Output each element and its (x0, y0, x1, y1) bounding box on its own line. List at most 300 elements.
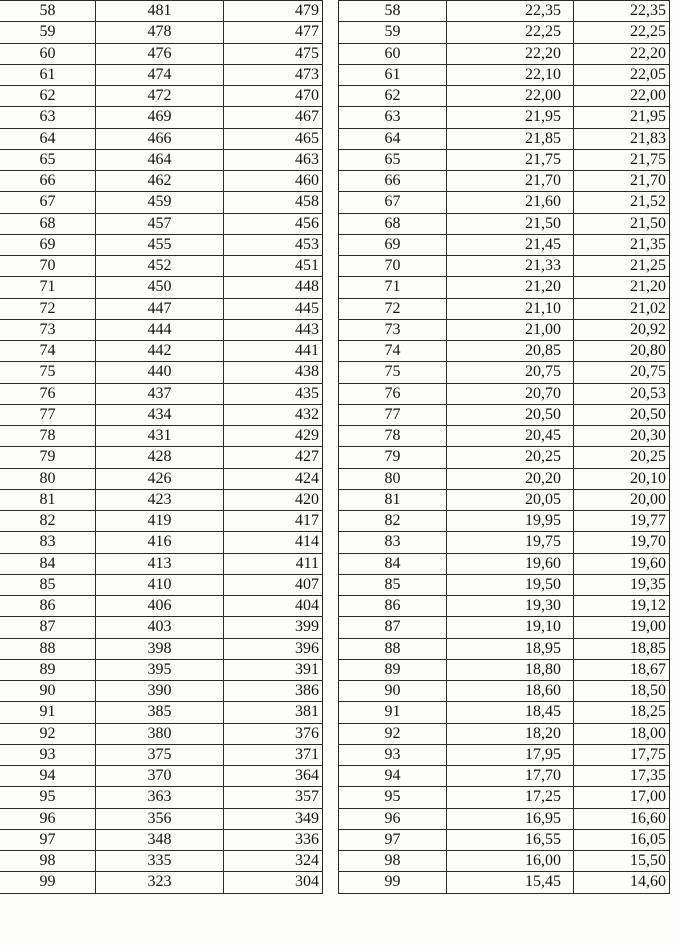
table-cell: 396 (224, 638, 323, 659)
table-cell: 432 (224, 404, 323, 425)
table-row (339, 851, 670, 872)
table-cell: 441 (224, 341, 323, 362)
table-cell: 93 (0, 744, 96, 765)
table-cell: 16,95 (447, 808, 574, 829)
table-row (0, 171, 323, 192)
table-cell: 21,10 (447, 298, 574, 319)
table-cell: 76 (339, 383, 447, 404)
table-row (0, 341, 323, 362)
table-row (0, 256, 323, 277)
table-cell: 98 (339, 851, 447, 872)
table-cell: 21,52 (574, 192, 670, 213)
table-cell: 416 (96, 532, 224, 553)
table-cell: 406 (96, 596, 224, 617)
table-row (0, 766, 323, 787)
table-row (0, 744, 323, 765)
table-cell: 88 (0, 638, 96, 659)
table-row (0, 404, 323, 425)
table-cell: 411 (224, 553, 323, 574)
table-row (0, 319, 323, 340)
table-row (339, 808, 670, 829)
right-table-body (339, 0, 670, 893)
table-cell: 336 (224, 829, 323, 850)
table-cell: 88 (339, 638, 447, 659)
table-cell: 67 (339, 192, 447, 213)
table-cell: 20,50 (447, 404, 574, 425)
table-cell: 419 (96, 511, 224, 532)
table-cell: 75 (339, 362, 447, 383)
table-cell: 429 (224, 426, 323, 447)
table-cell: 64 (0, 128, 96, 149)
table-cell: 63 (339, 107, 447, 128)
table-cell: 89 (0, 659, 96, 680)
table-cell: 348 (96, 829, 224, 850)
table-cell: 453 (224, 234, 323, 255)
table-row (339, 319, 670, 340)
table-row (339, 511, 670, 532)
table-cell: 69 (0, 234, 96, 255)
table-cell: 83 (339, 532, 447, 553)
table-cell: 16,05 (574, 829, 670, 850)
table-cell: 21,25 (574, 256, 670, 277)
table-row (0, 426, 323, 447)
table-row (0, 851, 323, 872)
table-cell: 407 (224, 574, 323, 595)
table-cell: 18,80 (447, 659, 574, 680)
table-row (339, 277, 670, 298)
table-cell: 86 (0, 596, 96, 617)
table-cell: 18,25 (574, 702, 670, 723)
table-cell: 371 (224, 744, 323, 765)
table-cell: 21,50 (574, 213, 670, 234)
table-cell: 77 (0, 404, 96, 425)
table-cell: 460 (224, 171, 323, 192)
table-cell: 58 (0, 1, 96, 22)
table-cell: 17,95 (447, 744, 574, 765)
table-cell: 79 (0, 447, 96, 468)
table-cell: 21,70 (574, 171, 670, 192)
table-cell: 58 (339, 1, 447, 22)
table-cell: 20,10 (574, 468, 670, 489)
table-row (339, 617, 670, 638)
table-cell: 22,25 (447, 22, 574, 43)
table-row (0, 277, 323, 298)
table-cell: 83 (0, 532, 96, 553)
table-cell: 63 (0, 107, 96, 128)
table-cell: 59 (339, 22, 447, 43)
table-cell: 458 (224, 192, 323, 213)
table-row (0, 617, 323, 638)
table-row (0, 213, 323, 234)
table-cell: 19,35 (574, 574, 670, 595)
table-cell: 18,20 (447, 723, 574, 744)
table-cell: 19,12 (574, 596, 670, 617)
table-cell: 94 (0, 766, 96, 787)
table-cell: 413 (96, 553, 224, 574)
table-cell: 391 (224, 659, 323, 680)
table-cell: 92 (339, 723, 447, 744)
table-cell: 69 (339, 234, 447, 255)
table-cell: 78 (339, 426, 447, 447)
table-cell: 68 (339, 213, 447, 234)
table-row (0, 596, 323, 617)
table-cell: 414 (224, 532, 323, 553)
table-cell: 410 (96, 574, 224, 595)
table-cell: 442 (96, 341, 224, 362)
table-cell: 18,60 (447, 681, 574, 702)
right-score-table (338, 0, 670, 894)
table-cell: 364 (224, 766, 323, 787)
table-cell: 443 (224, 319, 323, 340)
table-cell: 19,10 (447, 617, 574, 638)
table-cell: 375 (96, 744, 224, 765)
table-row (0, 149, 323, 170)
table-cell: 22,25 (574, 22, 670, 43)
table-row (0, 192, 323, 213)
table-cell: 71 (339, 277, 447, 298)
table-row (0, 383, 323, 404)
table-row (339, 596, 670, 617)
table-row (0, 553, 323, 574)
table-cell: 95 (0, 787, 96, 808)
table-row (0, 829, 323, 850)
table-cell: 22,00 (574, 86, 670, 107)
table-cell: 20,25 (574, 447, 670, 468)
table-cell: 370 (96, 766, 224, 787)
table-cell: 477 (224, 22, 323, 43)
table-cell: 93 (339, 744, 447, 765)
left-table-body (0, 0, 323, 893)
table-cell: 462 (96, 171, 224, 192)
table-cell: 21,83 (574, 128, 670, 149)
table-row (339, 702, 670, 723)
table-row (339, 766, 670, 787)
table-row (0, 22, 323, 43)
table-row (0, 362, 323, 383)
table-cell: 20,45 (447, 426, 574, 447)
table-cell: 15,50 (574, 851, 670, 872)
table-cell: 457 (96, 213, 224, 234)
table-cell: 74 (339, 341, 447, 362)
table-cell: 16,55 (447, 829, 574, 850)
table-cell: 99 (0, 872, 96, 893)
table-row (339, 638, 670, 659)
table-cell: 403 (96, 617, 224, 638)
table-cell: 21,75 (447, 149, 574, 170)
table-cell: 80 (0, 468, 96, 489)
table-row (339, 22, 670, 43)
table-row (339, 681, 670, 702)
table-row (339, 362, 670, 383)
table-cell: 18,67 (574, 659, 670, 680)
table-cell: 16,60 (574, 808, 670, 829)
table-cell: 76 (0, 383, 96, 404)
table-cell: 20,92 (574, 319, 670, 340)
table-cell: 19,50 (447, 574, 574, 595)
table-cell: 92 (0, 723, 96, 744)
table-row (339, 213, 670, 234)
table-row (0, 107, 323, 128)
table-cell: 21,35 (574, 234, 670, 255)
table-cell: 20,85 (447, 341, 574, 362)
table-row (339, 64, 670, 85)
table-row (0, 681, 323, 702)
table-cell: 91 (339, 702, 447, 723)
table-row (339, 192, 670, 213)
table-cell: 15,45 (447, 872, 574, 893)
table-row (0, 511, 323, 532)
table-cell: 22,05 (574, 64, 670, 85)
table-cell: 385 (96, 702, 224, 723)
table-cell: 417 (224, 511, 323, 532)
table-cell: 67 (0, 192, 96, 213)
table-cell: 98 (0, 851, 96, 872)
table-cell: 335 (96, 851, 224, 872)
table-cell: 14,60 (574, 872, 670, 893)
table-row (339, 787, 670, 808)
table-row (339, 1, 670, 22)
table-cell: 478 (96, 22, 224, 43)
table-cell: 427 (224, 447, 323, 468)
table-row (0, 574, 323, 595)
table-cell: 426 (96, 468, 224, 489)
table-cell: 97 (339, 829, 447, 850)
table-cell: 97 (0, 829, 96, 850)
table-row (339, 234, 670, 255)
table-cell: 86 (339, 596, 447, 617)
table-row (339, 86, 670, 107)
table-cell: 81 (0, 489, 96, 510)
table-row (339, 404, 670, 425)
table-row (339, 468, 670, 489)
table-row (0, 64, 323, 85)
table-cell: 99 (339, 872, 447, 893)
table-cell: 438 (224, 362, 323, 383)
table-cell: 445 (224, 298, 323, 319)
table-cell: 65 (0, 149, 96, 170)
table-row (339, 171, 670, 192)
table-cell: 79 (339, 447, 447, 468)
table-cell: 440 (96, 362, 224, 383)
table-cell: 90 (0, 681, 96, 702)
table-cell: 428 (96, 447, 224, 468)
table-cell: 64 (339, 128, 447, 149)
table-cell: 19,00 (574, 617, 670, 638)
table-cell: 61 (0, 64, 96, 85)
table-cell: 18,95 (447, 638, 574, 659)
table-cell: 72 (339, 298, 447, 319)
table-cell: 19,75 (447, 532, 574, 553)
table-row (0, 1, 323, 22)
table-cell: 431 (96, 426, 224, 447)
table-row (339, 128, 670, 149)
table-cell: 73 (0, 319, 96, 340)
table-cell: 20,50 (574, 404, 670, 425)
table-cell: 450 (96, 277, 224, 298)
table-cell: 20,75 (574, 362, 670, 383)
table-cell: 349 (224, 808, 323, 829)
table-cell: 85 (339, 574, 447, 595)
table-cell: 96 (0, 808, 96, 829)
table-cell: 390 (96, 681, 224, 702)
table-cell: 398 (96, 638, 224, 659)
table-cell: 17,35 (574, 766, 670, 787)
table-cell: 21,45 (447, 234, 574, 255)
table-cell: 21,02 (574, 298, 670, 319)
table-cell: 479 (224, 1, 323, 22)
table-cell: 474 (96, 64, 224, 85)
table-cell: 17,00 (574, 787, 670, 808)
table-cell: 18,45 (447, 702, 574, 723)
table-cell: 71 (0, 277, 96, 298)
table-cell: 21,50 (447, 213, 574, 234)
table-row (0, 532, 323, 553)
table-cell: 21,95 (574, 107, 670, 128)
table-cell: 447 (96, 298, 224, 319)
table-row (0, 808, 323, 829)
table-cell: 473 (224, 64, 323, 85)
table-cell: 376 (224, 723, 323, 744)
table-row (339, 107, 670, 128)
table-cell: 90 (339, 681, 447, 702)
table-cell: 74 (0, 341, 96, 362)
table-cell: 22,35 (447, 1, 574, 22)
table-cell: 466 (96, 128, 224, 149)
table-row (0, 234, 323, 255)
table-cell: 81 (339, 489, 447, 510)
table-row (0, 447, 323, 468)
table-cell: 363 (96, 787, 224, 808)
table-cell: 475 (224, 43, 323, 64)
table-cell: 381 (224, 702, 323, 723)
table-cell: 17,25 (447, 787, 574, 808)
table-row (339, 298, 670, 319)
table-row (339, 659, 670, 680)
table-cell: 20,25 (447, 447, 574, 468)
table-cell: 356 (96, 808, 224, 829)
table-cell: 80 (339, 468, 447, 489)
table-cell: 82 (339, 511, 447, 532)
table-cell: 21,95 (447, 107, 574, 128)
table-cell: 463 (224, 149, 323, 170)
table-row (0, 872, 323, 893)
table-row (339, 43, 670, 64)
table-cell: 434 (96, 404, 224, 425)
table-cell: 18,85 (574, 638, 670, 659)
table-cell: 60 (0, 43, 96, 64)
table-cell: 465 (224, 128, 323, 149)
table-cell: 16,00 (447, 851, 574, 872)
table-cell: 404 (224, 596, 323, 617)
table-cell: 22,20 (574, 43, 670, 64)
table-cell: 66 (339, 171, 447, 192)
table-cell: 95 (339, 787, 447, 808)
table-row (0, 723, 323, 744)
table-cell: 19,95 (447, 511, 574, 532)
table-cell: 399 (224, 617, 323, 638)
table-cell: 21,75 (574, 149, 670, 170)
table-cell: 435 (224, 383, 323, 404)
table-row (339, 744, 670, 765)
table-row (0, 659, 323, 680)
table-cell: 476 (96, 43, 224, 64)
table-cell: 357 (224, 787, 323, 808)
table-row (0, 638, 323, 659)
table-cell: 452 (96, 256, 224, 277)
table-cell: 20,30 (574, 426, 670, 447)
table-cell: 20,00 (574, 489, 670, 510)
table-cell: 73 (339, 319, 447, 340)
table-cell: 19,30 (447, 596, 574, 617)
table-cell: 386 (224, 681, 323, 702)
table-cell: 380 (96, 723, 224, 744)
table-cell: 61 (339, 64, 447, 85)
table-row (339, 426, 670, 447)
table-cell: 423 (96, 489, 224, 510)
table-cell: 22,20 (447, 43, 574, 64)
table-cell: 84 (0, 553, 96, 574)
table-cell: 395 (96, 659, 224, 680)
table-cell: 91 (0, 702, 96, 723)
table-row (339, 341, 670, 362)
table-row (0, 298, 323, 319)
table-row (339, 256, 670, 277)
table-cell: 21,20 (447, 277, 574, 298)
table-cell: 20,05 (447, 489, 574, 510)
table-cell: 448 (224, 277, 323, 298)
table-cell: 481 (96, 1, 224, 22)
table-cell: 87 (0, 617, 96, 638)
table-cell: 20,20 (447, 468, 574, 489)
table-row (339, 383, 670, 404)
table-cell: 20,53 (574, 383, 670, 404)
table-cell: 21,20 (574, 277, 670, 298)
table-cell: 472 (96, 86, 224, 107)
table-cell: 94 (339, 766, 447, 787)
table-row (0, 702, 323, 723)
table-cell: 304 (224, 872, 323, 893)
table-row (0, 489, 323, 510)
table-row (339, 447, 670, 468)
table-cell: 467 (224, 107, 323, 128)
table-cell: 21,00 (447, 319, 574, 340)
table-cell: 77 (339, 404, 447, 425)
table-cell: 21,70 (447, 171, 574, 192)
table-row (339, 489, 670, 510)
table-row (339, 723, 670, 744)
table-row (0, 86, 323, 107)
table-cell: 96 (339, 808, 447, 829)
table-row (339, 553, 670, 574)
table-cell: 21,33 (447, 256, 574, 277)
table-row (339, 829, 670, 850)
table-cell: 19,60 (574, 553, 670, 574)
table-cell: 20,80 (574, 341, 670, 362)
table-cell: 324 (224, 851, 323, 872)
table-row (339, 149, 670, 170)
table-cell: 18,00 (574, 723, 670, 744)
table-row (339, 872, 670, 893)
table-cell: 459 (96, 192, 224, 213)
table-cell: 84 (339, 553, 447, 574)
table-cell: 437 (96, 383, 224, 404)
table-row (0, 787, 323, 808)
table-cell: 420 (224, 489, 323, 510)
table-cell: 22,10 (447, 64, 574, 85)
table-cell: 424 (224, 468, 323, 489)
table-cell: 22,00 (447, 86, 574, 107)
table-cell: 62 (0, 86, 96, 107)
